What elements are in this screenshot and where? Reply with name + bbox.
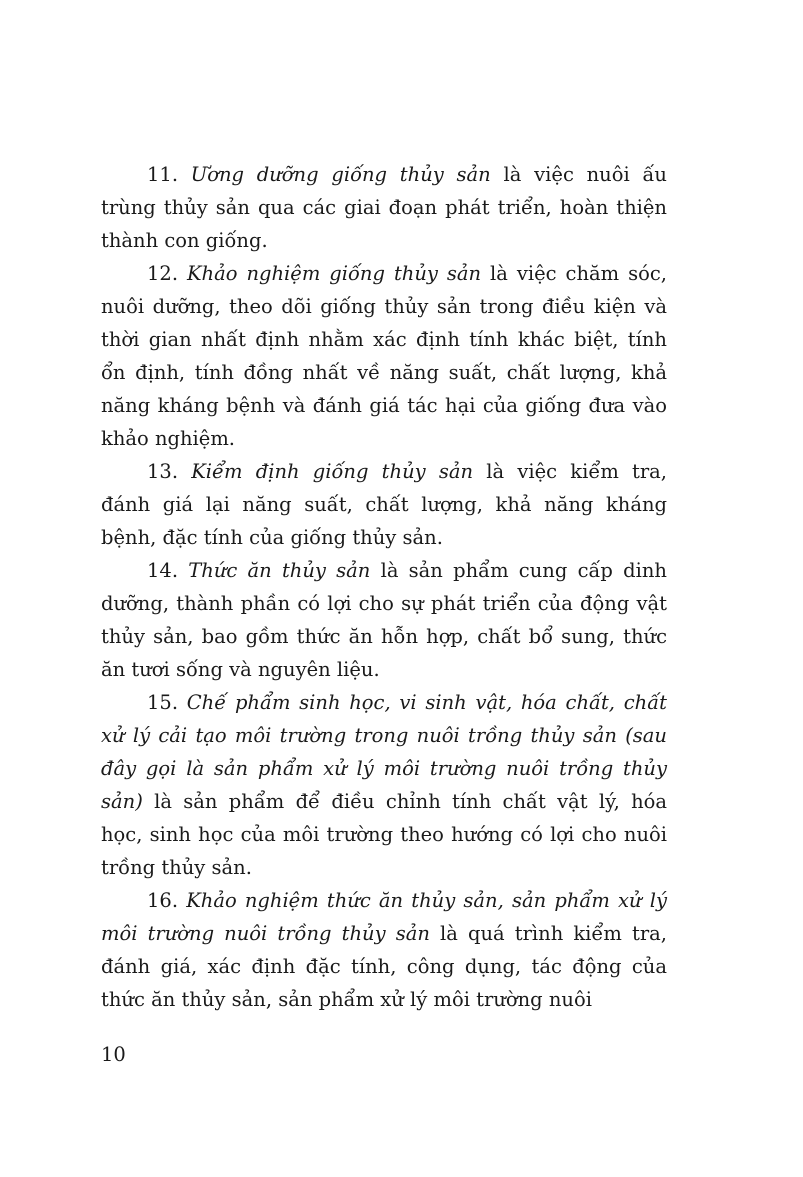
text-line (101, 884, 667, 917)
text-line (101, 356, 667, 389)
definition-text: năng kháng bệnh và đánh giá tác hại của giống đưa vào (101, 394, 667, 417)
definition-paragraph (101, 554, 667, 686)
definition-text: học, sinh học của môi trường theo hướng có lợi cho nuôi (101, 823, 667, 846)
text-line (101, 389, 667, 422)
text-line (101, 455, 667, 488)
item-number: 11. (147, 163, 191, 186)
text-line (101, 950, 667, 983)
text-line (101, 290, 667, 323)
definition-paragraph (101, 884, 667, 1016)
text-line (101, 587, 667, 620)
defined-term: xử lý cải tạo môi trường trong nuôi trồng thủy sản (sau (101, 724, 667, 747)
text-line (101, 686, 667, 719)
item-number: 12. (147, 262, 187, 285)
definition-text: ổn định, tính đồng nhất về năng suất, chất lượng, khả (101, 361, 667, 384)
text-line (101, 752, 667, 785)
defined-term: sản) (101, 790, 143, 813)
definition-text: thức ăn thủy sản, sản phẩm xử lý môi trường nuôi (101, 988, 592, 1011)
definition-text: trùng thủy sản qua các giai đoạn phát triển, hoàn thiện (101, 196, 667, 219)
defined-term: Ương dưỡng giống thủy sản (190, 163, 491, 186)
text-line (101, 488, 667, 521)
item-number: 16. (147, 889, 187, 912)
text-line (101, 422, 667, 455)
definition-paragraph (101, 686, 667, 884)
defined-term: Chế phẩm sinh học, vi sinh vật, hóa chất, chất (186, 691, 667, 714)
page-number: 10 (101, 1043, 126, 1066)
page-body (101, 158, 667, 1016)
defined-term: môi trường nuôi trồng thủy sản (101, 922, 430, 945)
text-line (101, 851, 667, 884)
text-line (101, 224, 667, 257)
text-line (101, 719, 667, 752)
text-line (101, 158, 667, 191)
definition-paragraph (101, 158, 667, 257)
definition-paragraph (101, 455, 667, 554)
definition-text: đánh giá, xác định đặc tính, công dụng, tác động của (101, 955, 667, 978)
text-line (101, 191, 667, 224)
text-line (101, 257, 667, 290)
item-number: 13. (147, 460, 192, 483)
definition-text: khảo nghiệm. (101, 427, 236, 450)
definition-text: đánh giá lại năng suất, chất lượng, khả năng kháng (101, 493, 667, 516)
defined-term: Kiểm định giống thủy sản (191, 460, 474, 483)
definition-text: là sản phẩm cung cấp dinh (370, 559, 667, 582)
definition-text: nuôi dưỡng, theo dõi giống thủy sản trong điều kiện và (101, 295, 667, 318)
text-line (101, 554, 667, 587)
definition-text: dưỡng, thành phần có lợi cho sự phát triển của động vật (101, 592, 667, 615)
definition-text: ăn tươi sống và nguyên liệu. (101, 658, 380, 681)
definition-text: là việc nuôi ấu (490, 163, 667, 186)
text-line (101, 917, 667, 950)
text-line (101, 983, 667, 1016)
defined-term: Khảo nghiệm giống thủy sản (186, 262, 482, 285)
definition-text: thành con giống. (101, 229, 268, 252)
defined-term: đây gọi là sản phẩm xử lý môi trường nuôi trồng thủy (101, 757, 667, 780)
text-line (101, 323, 667, 356)
definition-text: bệnh, đặc tính của giống thủy sản. (101, 526, 443, 549)
definition-text: là sản phẩm để điều chỉnh tính chất vật lý, hóa (142, 790, 667, 813)
defined-term: Thức ăn thủy sản (188, 559, 371, 582)
text-line (101, 785, 667, 818)
definition-text: trồng thủy sản. (101, 856, 252, 879)
text-line (101, 818, 667, 851)
item-number: 15. (147, 691, 187, 714)
text-line (101, 653, 667, 686)
text-line (101, 521, 667, 554)
definition-text: là quá trình kiểm tra, (429, 922, 667, 945)
text-line (101, 620, 667, 653)
definition-text: là việc kiểm tra, (473, 460, 667, 483)
definition-text: thủy sản, bao gồm thức ăn hỗn hợp, chất bổ sung, thức (101, 625, 667, 648)
defined-term: Khảo nghiệm thức ăn thủy sản, sản phẩm xử lý (186, 889, 667, 912)
definition-text: thời gian nhất định nhằm xác định tính khác biệt, tính (101, 328, 667, 351)
definition-paragraph (101, 257, 667, 455)
item-number: 14. (147, 559, 189, 582)
definition-text: là việc chăm sóc, (481, 262, 667, 285)
